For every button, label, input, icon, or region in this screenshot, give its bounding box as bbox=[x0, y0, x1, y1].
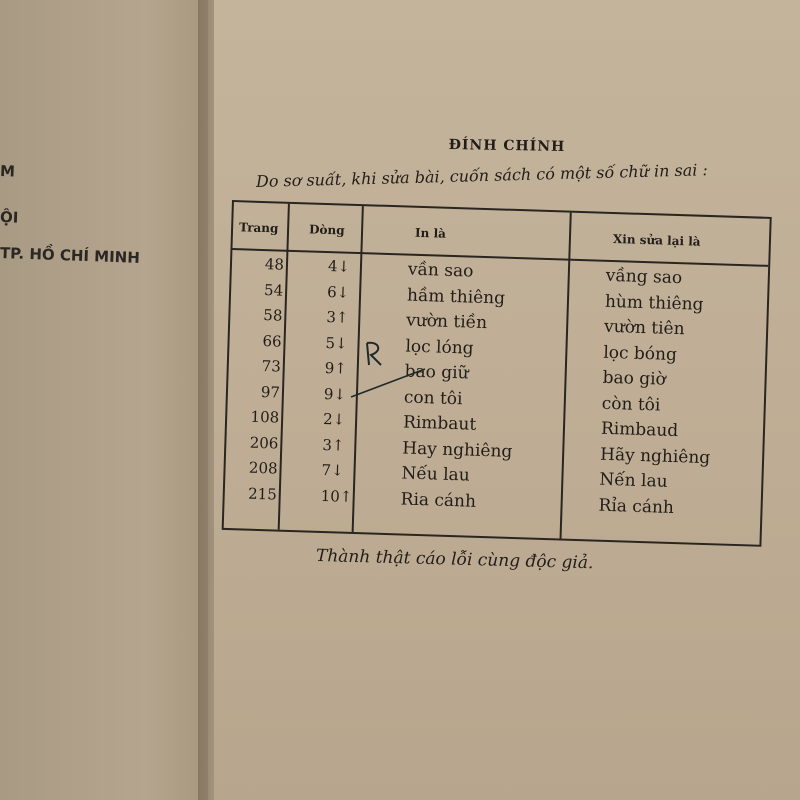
errata-table bbox=[222, 200, 772, 547]
row-page: 54 bbox=[263, 280, 284, 300]
row-correction: Rimbaud bbox=[600, 418, 679, 442]
header-correction: Xin sửa lại là bbox=[612, 231, 701, 249]
row-page: 108 bbox=[250, 407, 280, 427]
row-page: 48 bbox=[264, 255, 285, 274]
handwritten-correction-mark bbox=[345, 335, 455, 415]
left-page-text-1: M bbox=[0, 162, 16, 181]
row-printed: Ria cánh bbox=[400, 488, 477, 512]
row-correction: vầng sao bbox=[605, 265, 683, 289]
row-printed: Hay nghiêng bbox=[401, 437, 513, 462]
row-correction: vườn tiên bbox=[603, 316, 685, 340]
errata-intro: Do sơ suất, khi sửa bài, cuốn sách có một số chữ in sai : bbox=[255, 160, 709, 191]
page-title: ĐÍNH CHÍNH bbox=[448, 136, 566, 156]
header-printed: In là bbox=[414, 225, 447, 241]
row-page: 208 bbox=[248, 458, 278, 478]
row-correction: hùm thiêng bbox=[604, 291, 704, 315]
row-printed: con tôi bbox=[403, 387, 463, 409]
left-page-text-3: TP. HỒ CHÍ MINH bbox=[0, 244, 141, 267]
row-printed: vần sao bbox=[407, 259, 474, 282]
errata-footer: Thành thật cáo lỗi cùng độc giả. bbox=[315, 546, 594, 574]
row-line: 4↓ bbox=[327, 257, 351, 276]
row-page: 58 bbox=[263, 306, 283, 325]
row-page: 215 bbox=[247, 484, 278, 504]
row-correction: Hãy nghiêng bbox=[599, 444, 711, 468]
header-page: Trang bbox=[238, 220, 279, 236]
row-line: 5↓ bbox=[325, 333, 348, 353]
row-line: 3↑ bbox=[326, 308, 349, 327]
left-page-text-2: ỘI bbox=[0, 208, 19, 227]
row-correction: Nến lau bbox=[599, 469, 668, 492]
left-page bbox=[0, 0, 208, 800]
row-line: 6↓ bbox=[326, 282, 350, 302]
row-page: 66 bbox=[262, 331, 282, 351]
row-printed: vườn tiền bbox=[405, 310, 488, 334]
row-line: 10↑ bbox=[320, 486, 353, 506]
row-printed: lọc lóng bbox=[405, 336, 474, 359]
row-page: 73 bbox=[261, 357, 282, 376]
row-correction: còn tôi bbox=[601, 393, 661, 416]
row-printed: hầm thiêng bbox=[406, 285, 506, 309]
row-printed: Nếu lau bbox=[401, 463, 470, 486]
row-line: 2↓ bbox=[322, 409, 346, 429]
row-line: 9↑ bbox=[324, 359, 348, 378]
header-line: Dòng bbox=[308, 222, 345, 238]
row-correction: Rỉa cánh bbox=[598, 495, 675, 518]
row-line: 7↓ bbox=[321, 460, 344, 480]
row-page: 206 bbox=[249, 433, 279, 453]
row-printed: Rimbaut bbox=[402, 412, 477, 435]
row-printed: bao giữ bbox=[404, 361, 469, 384]
row-page: 97 bbox=[260, 382, 281, 402]
row-correction: lọc bóng bbox=[603, 342, 678, 365]
row-line: 3↑ bbox=[322, 435, 345, 455]
row-line: 9↓ bbox=[323, 384, 347, 404]
row-correction: bao giờ bbox=[602, 367, 667, 390]
